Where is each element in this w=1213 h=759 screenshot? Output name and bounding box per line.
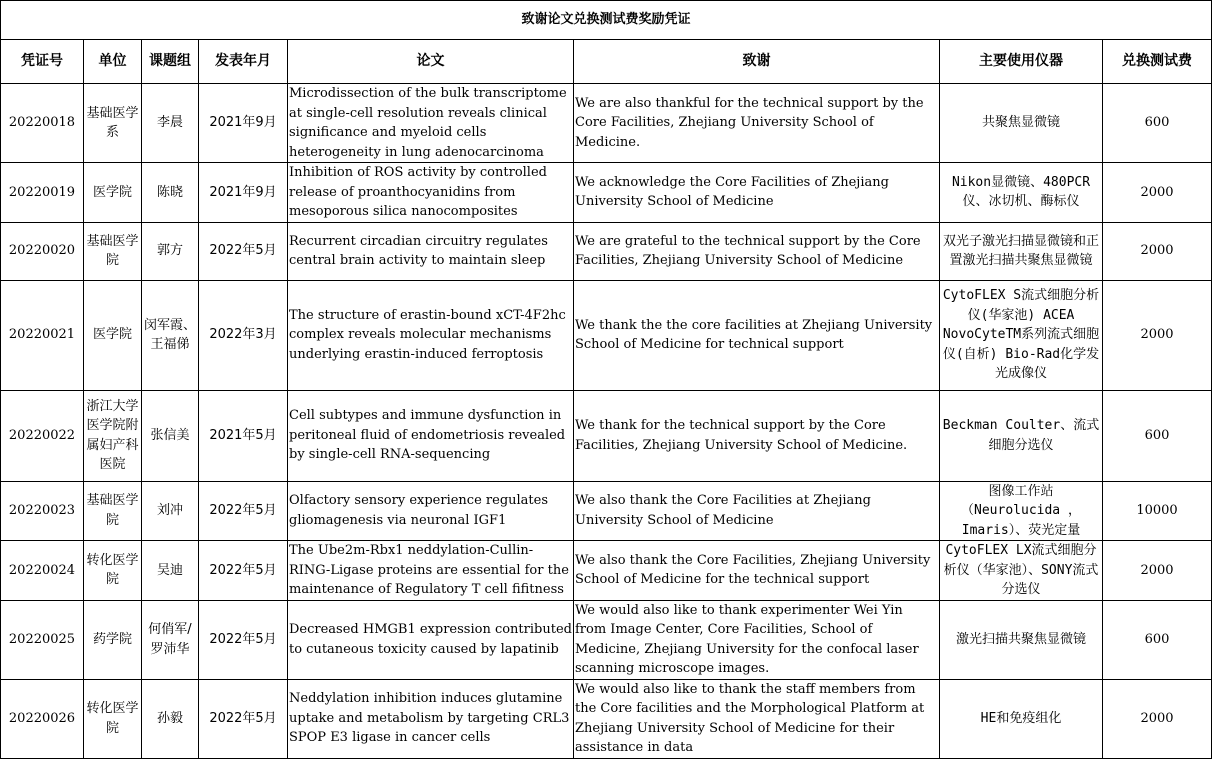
cell-voucher[interactable]: 20220021 <box>1 280 84 390</box>
cell-instrument[interactable]: 双光子激光扫描显微镜和正置激光扫描共聚焦显微镜 <box>940 222 1103 280</box>
cell-date[interactable]: 2022年5月 <box>199 481 288 541</box>
cell-instrument[interactable]: 共聚焦显微镜 <box>940 84 1103 163</box>
cell-paper[interactable]: Olfactory sensory experience regulates gliomagenesis via neuronal IGF1 <box>288 481 574 541</box>
cell-date[interactable]: 2022年5月 <box>199 222 288 280</box>
header-ack[interactable]: 致谢 <box>574 40 940 84</box>
cell-voucher[interactable]: 20220023 <box>1 481 84 541</box>
cell-instrument[interactable]: HE和免疫组化 <box>940 679 1103 758</box>
cell-group[interactable]: 闵军霞、王福俤 <box>142 280 199 390</box>
cell-instrument[interactable]: 激光扫描共聚焦显微镜 <box>940 600 1103 679</box>
cell-instrument[interactable]: CytoFLEX S流式细胞分析仪(华家池) ACEA NovoCyteTM系列流式细胞仪(自析) Bio-Rad化学发光成像仪 <box>940 280 1103 390</box>
cell-date[interactable]: 2022年5月 <box>199 541 288 601</box>
table-row <box>1 541 1212 601</box>
header-fee[interactable]: 兑换测试费 <box>1103 40 1212 84</box>
cell-paper[interactable]: Recurrent circadian circuitry regulates central brain activity to maintain sleep <box>288 222 574 280</box>
cell-ack[interactable]: We thank for the technical support by the Core Facilities, Zhejiang University School of Medicine. <box>574 390 940 481</box>
cell-date[interactable]: 2022年3月 <box>199 280 288 390</box>
cell-date[interactable]: 2021年9月 <box>199 163 288 223</box>
cell-paper[interactable]: Decreased HMGB1 expression contributed to cutaneous toxicity caused by lapatinib <box>288 600 574 679</box>
cell-paper[interactable]: Microdissection of the bulk transcriptome at single-cell resolution reveals clinical significance and myeloid cells heterogeneity in lung adenocarcinoma <box>288 84 574 163</box>
cell-unit[interactable]: 药学院 <box>84 600 142 679</box>
cell-fee[interactable]: 2000 <box>1103 679 1212 758</box>
cell-ack[interactable]: We are also thankful for the technical support by the Core Facilities, Zhejiang University School of Medicine. <box>574 84 940 163</box>
cell-instrument[interactable]: Beckman Coulter、流式细胞分选仪 <box>940 390 1103 481</box>
cell-voucher[interactable]: 20220025 <box>1 600 84 679</box>
cell-fee[interactable]: 2000 <box>1103 163 1212 223</box>
cell-fee[interactable]: 600 <box>1103 84 1212 163</box>
cell-unit[interactable]: 医学院 <box>84 280 142 390</box>
cell-group[interactable]: 郭方 <box>142 222 199 280</box>
cell-paper[interactable]: Neddylation inhibition induces glutamine uptake and metabolism by targeting CRL3 SPOP E3 ligase in cancer cells <box>288 679 574 758</box>
cell-unit[interactable]: 基础医学系 <box>84 84 142 163</box>
cell-ack[interactable]: We acknowledge the Core Facilities of Zhejiang University School of Medicine <box>574 163 940 223</box>
cell-voucher[interactable]: 20220018 <box>1 84 84 163</box>
cell-ack[interactable]: We would also like to thank experimenter Wei Yin from Image Center, Core Facilities, School of Medicine, Zhejiang University for the confocal laser scanning microscope images. <box>574 600 940 679</box>
table-row <box>1 222 1212 280</box>
cell-unit[interactable]: 转化医学院 <box>84 541 142 601</box>
cell-voucher[interactable]: 20220019 <box>1 163 84 223</box>
header-row <box>1 40 1212 84</box>
table-row <box>1 600 1212 679</box>
cell-ack[interactable]: We thank the the core facilities at Zhejiang University School of Medicine for technical support <box>574 280 940 390</box>
cell-fee[interactable]: 600 <box>1103 390 1212 481</box>
cell-unit[interactable]: 基础医学院 <box>84 222 142 280</box>
cell-group[interactable]: 陈晓 <box>142 163 199 223</box>
cell-paper[interactable]: The structure of erastin-bound xCT-4F2hc complex reveals molecular mechanisms underlying erastin-induced ferroptosis <box>288 280 574 390</box>
header-group[interactable]: 课题组 <box>142 40 199 84</box>
header-instrument[interactable]: 主要使用仪器 <box>940 40 1103 84</box>
cell-unit[interactable]: 转化医学院 <box>84 679 142 758</box>
cell-date[interactable]: 2022年5月 <box>199 679 288 758</box>
table-row <box>1 481 1212 541</box>
table-row <box>1 163 1212 223</box>
cell-ack[interactable]: We are grateful to the technical support by the Core Facilities, Zhejiang University School of Medicine <box>574 222 940 280</box>
table-row <box>1 280 1212 390</box>
cell-paper[interactable]: Cell subtypes and immune dysfunction in peritoneal fluid of endometriosis revealed by single-cell RNA-sequencing <box>288 390 574 481</box>
cell-instrument[interactable]: Nikon显微镜、480PCR仪、冰切机、酶标仪 <box>940 163 1103 223</box>
cell-ack[interactable]: We also thank the Core Facilities at Zhejiang University School of Medicine <box>574 481 940 541</box>
cell-instrument[interactable]: 图像工作站（Neurolucida ，Imaris）、荧光定量 <box>940 481 1103 541</box>
cell-unit[interactable]: 基础医学院 <box>84 481 142 541</box>
header-date[interactable]: 发表年月 <box>199 40 288 84</box>
cell-date[interactable]: 2022年5月 <box>199 600 288 679</box>
cell-group[interactable]: 刘冲 <box>142 481 199 541</box>
header-paper[interactable]: 论文 <box>288 40 574 84</box>
cell-fee[interactable]: 2000 <box>1103 280 1212 390</box>
header-unit[interactable]: 单位 <box>84 40 142 84</box>
table-row <box>1 679 1212 758</box>
cell-voucher[interactable]: 20220024 <box>1 541 84 601</box>
cell-voucher[interactable]: 20220022 <box>1 390 84 481</box>
cell-fee[interactable]: 2000 <box>1103 222 1212 280</box>
header-voucher[interactable]: 凭证号 <box>1 40 84 84</box>
cell-unit[interactable]: 医学院 <box>84 163 142 223</box>
cell-ack[interactable]: We also thank the Core Facilities, Zhejiang University School of Medicine for the technical support <box>574 541 940 601</box>
cell-group[interactable]: 吴迪 <box>142 541 199 601</box>
cell-group[interactable]: 李晨 <box>142 84 199 163</box>
cell-voucher[interactable]: 20220026 <box>1 679 84 758</box>
cell-fee[interactable]: 10000 <box>1103 481 1212 541</box>
cell-group[interactable]: 何俏军/罗沛华 <box>142 600 199 679</box>
cell-fee[interactable]: 600 <box>1103 600 1212 679</box>
cell-group[interactable]: 孙毅 <box>142 679 199 758</box>
cell-instrument[interactable]: CytoFLEX LX流式细胞分析仪（华家池）、SONY流式分选仪 <box>940 541 1103 601</box>
table-row <box>1 390 1212 481</box>
cell-date[interactable]: 2021年9月 <box>199 84 288 163</box>
cell-fee[interactable]: 2000 <box>1103 541 1212 601</box>
cell-date[interactable]: 2021年5月 <box>199 390 288 481</box>
cell-paper[interactable]: The Ube2m-Rbx1 neddylation-Cullin-RING-Ligase proteins are essential for the maintenance of Regulatory T cell fifitness <box>288 541 574 601</box>
cell-voucher[interactable]: 20220020 <box>1 222 84 280</box>
cell-paper[interactable]: Inhibition of ROS activity by controlled release of proanthocyanidins from mesoporous silica nanocomposites <box>288 163 574 223</box>
cell-unit[interactable]: 浙江大学医学院附属妇产科医院 <box>84 390 142 481</box>
table-row <box>1 84 1212 163</box>
cell-ack[interactable]: We would also like to thank the staff members from the Core facilities and the Morphological Platform at Zhejiang University School of Medicine for their assistance in data <box>574 679 940 758</box>
cell-group[interactable]: 张信美 <box>142 390 199 481</box>
sheet-title[interactable]: 致谢论文兑换测试费奖励凭证 <box>1 1 1212 40</box>
